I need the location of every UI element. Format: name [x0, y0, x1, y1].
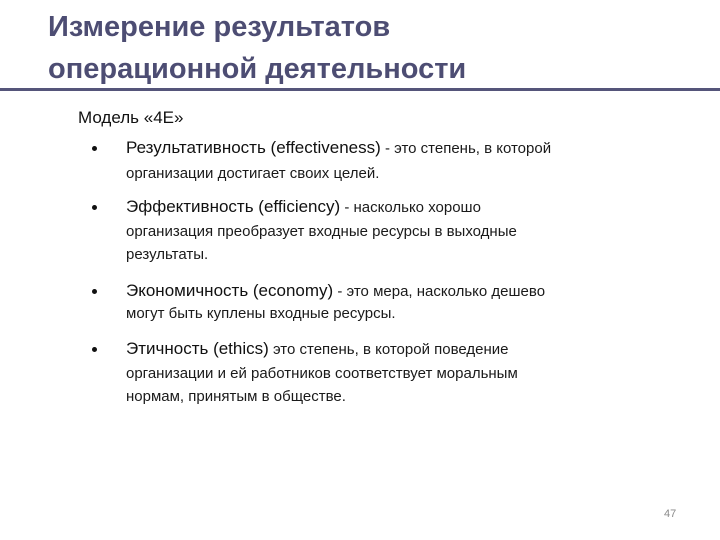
page-number: 47 [664, 508, 677, 520]
title-divider [0, 88, 720, 91]
bullet-term: Экономичность (economy) [126, 281, 334, 300]
bullet-continuation: организации достигает своих целей. [126, 165, 380, 182]
bullet-dot-icon [92, 205, 97, 210]
bullet-first-line [126, 338, 509, 361]
bullet-description: - насколько хорошо [340, 199, 481, 216]
bullet-dot-icon [92, 347, 97, 352]
bullet-first-line [126, 280, 545, 303]
bullet-term: Этичность (ethics) [126, 339, 269, 358]
bullet-description: - это мера, насколько дешево [333, 283, 546, 300]
bullet-continuation: организации и ей работников соответствует моральным [126, 365, 518, 382]
slide-title [48, 6, 688, 90]
bullet-first-line [126, 137, 551, 160]
slide-title-line-2: операционной деятельности [48, 53, 467, 85]
bullet-first-line [126, 196, 481, 219]
bullet-dot-icon [92, 146, 97, 151]
bullet-continuation: результаты. [126, 246, 209, 263]
model-heading: Модель «4Е» [78, 108, 184, 127]
bullet-dot-icon [92, 289, 97, 294]
bullet-continuation: организация преобразует входные ресурсы в выходные [126, 223, 517, 240]
bullet-description: - это степень, в которой [380, 140, 552, 157]
slide-title-line-1: Измерение результатов [48, 11, 391, 43]
bullet-term: Эффективность (efficiency) [126, 197, 341, 216]
bullet-continuation: нормам, принятым в обществе. [126, 388, 346, 405]
bullet-continuation: могут быть куплены входные ресурсы. [126, 305, 396, 322]
bullet-description: это степень, в которой поведение [268, 341, 509, 358]
bullet-term: Результативность (effectiveness) [126, 138, 381, 157]
